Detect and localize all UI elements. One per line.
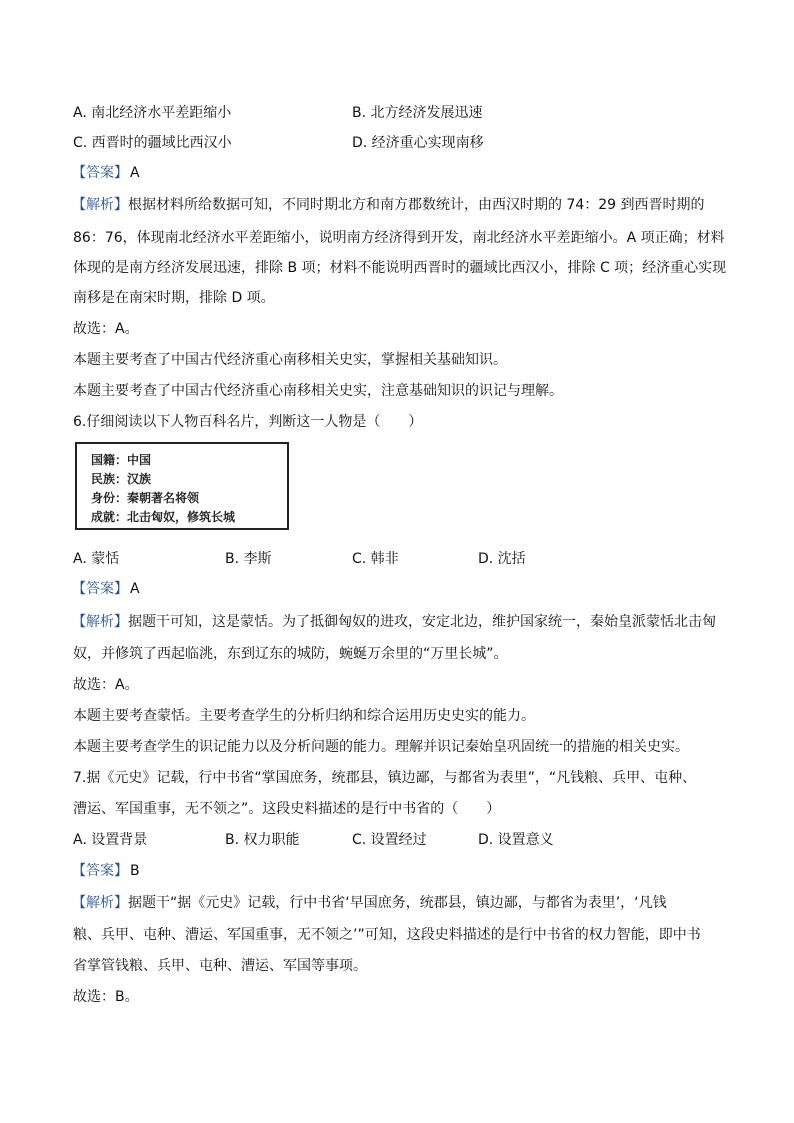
q6-card-achievement: 成就：北击匈奴，修筑长城 [91,510,236,524]
q6-answer-value: A [130,581,140,597]
q6-card-identity: 身份：秦朝著名将领 [91,491,200,505]
q6-option-a: A. 蒙恬 [73,551,120,567]
q7-question-line-2: 漕运、军国重事，无不领之”。这段史料描述的是行中书省的（ ） [73,801,501,817]
q5-analysis-tag: 【解析】 [72,197,128,213]
q5-option-d: D. 经济重心实现南移 [352,135,484,151]
q6-option-c: C. 韩非 [352,551,399,567]
q5-analysis-text: 根据材料所给数据可知，不同时期北方和南方郡数统计，由西汉时期的 74：29 到西晋时期的 [128,197,705,213]
q5-answer-value: A [130,165,140,181]
q5-option-c: C. 西晋时的疆域比西汉小 [73,135,232,151]
q6-option-d: D. 沈括 [478,551,526,567]
q7-analysis-line-1 [72,893,667,913]
q7-answer-value: B [130,863,140,879]
q6-profile-card [75,442,289,530]
q7-answer-line [72,861,140,881]
q6-analysis-tag: 【解析】 [72,614,128,630]
q5-note-1: 本题主要考查了中国古代经济重心南移相关史实，掌握相关基础知识。 [73,352,507,368]
q6-option-b: B. 李斯 [225,551,272,567]
q6-analysis-line-2: 奴，并修筑了西起临洮，东到辽东的城防，蜿蜒万余里的“万里长城”。 [73,646,508,662]
q7-question-line-1: 7.据《元史》记载，行中书省“掌国庶务，统郡县，镇边鄙，与都省为表里”，“凡钱粮、兵甲、屯种、 [73,770,697,786]
q6-note-1: 本题主要考查蒙恬。主要考查学生的分析归纳和综合运用历史史实的能力。 [73,708,535,724]
q5-analysis-line-1 [72,195,705,215]
q6-answer-tag: 【答案】 [72,581,128,597]
q6-answer-line [72,579,140,599]
q7-analysis-tag: 【解析】 [72,895,128,911]
q5-note-2: 本题主要考查了中国古代经济重心南移相关史实，注意基础知识的识记与理解。 [73,383,563,399]
q6-card-ethnicity: 民族：汉族 [91,472,152,486]
q5-analysis-line-3: 体现的是南方经济发展迅速，排除 B 项；材料不能说明西晋时的疆域比西汉小，排除 C 项；经济重心实现 [73,260,727,276]
q6-conclusion: 故选：A。 [73,677,139,693]
q5-conclusion: 故选：A。 [73,321,139,337]
q7-analysis-text: 据题干“据《元史》记载，行中书省‘早国庶务，统郡县，镇边鄙，与都省为表里’，‘凡钱 [128,895,667,911]
q5-answer-line [72,163,140,183]
q7-option-b: B. 权力职能 [225,832,300,848]
q6-analysis-line-1 [72,612,716,632]
q6-analysis-text: 据题干可知，这是蒙恬。为了抵御匈奴的进攻，安定北边，维护国家统一，秦始皇派蒙恬北击匈 [128,614,716,630]
q5-analysis-line-2: 86：76，体现南北经济水平差距缩小，说明南方经济得到开发，南北经济水平差距缩小。A 项正确；材料 [73,230,725,246]
q5-answer-tag: 【答案】 [72,165,128,181]
q5-analysis-line-4: 南移是在南宋时期，排除 D 项。 [73,290,275,306]
q7-analysis-line-3: 省掌管钱粮、兵甲、屯种、漕运、军国等事项。 [73,958,367,974]
q7-conclusion: 故选：B。 [73,989,139,1005]
q6-card-nationality: 国籍：中国 [91,453,152,467]
q7-analysis-line-2: 粮、兵甲、屯种、漕运、军国重事，无不领之’”可知，这段史料描述的是行中书省的权力智能，即中书 [73,927,701,943]
q7-answer-tag: 【答案】 [72,863,128,879]
q6-question: 6.仔细阅读以下人物百科名片，判断这一人物是（ ） [73,414,423,430]
q5-option-b: B. 北方经济发展迅速 [352,105,483,121]
q7-option-a: A. 设置背景 [73,832,148,848]
q7-option-d: D. 设置意义 [478,832,554,848]
q7-option-c: C. 设置经过 [352,832,427,848]
q5-option-a: A. 南北经济水平差距缩小 [73,105,232,121]
q6-note-2: 本题主要考查学生的识记能力以及分析问题的能力。理解并识记秦始皇巩固统一的措施的相关史实。 [73,739,689,755]
